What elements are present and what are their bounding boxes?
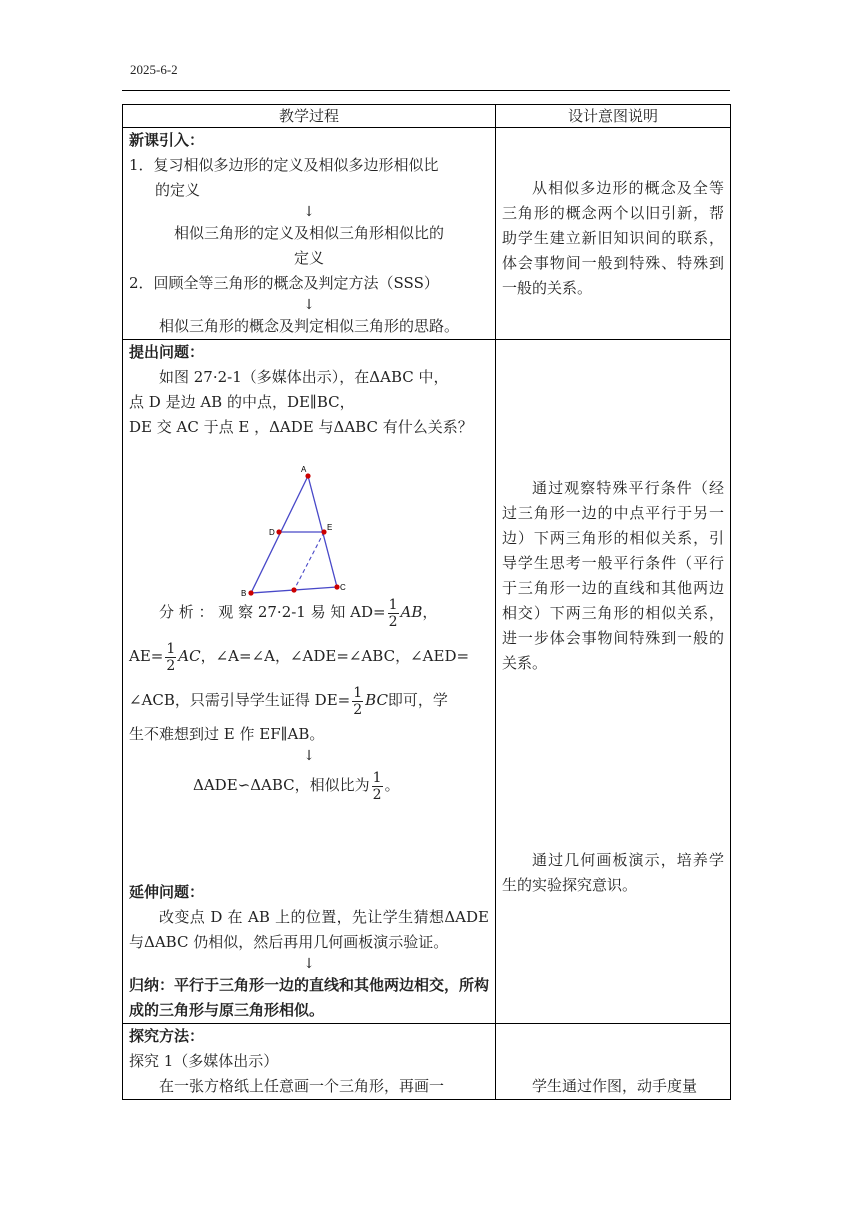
intro-line3: 相似三角形的概念及判定相似三角形的思路。	[158, 317, 459, 335]
header-rule	[122, 90, 730, 91]
segment-ef	[294, 532, 324, 590]
arrow-icon: ↓	[303, 204, 315, 220]
question-p1c: DE 交 AC 于点 E ，ΔADE 与ΔABC 有什么关系？	[129, 418, 473, 436]
analysis-d: 即可，学	[387, 691, 448, 709]
analysis-c: ∠ACB，只需引导学生证得 DE=	[129, 691, 351, 709]
ab-text: AB	[400, 603, 423, 621]
intro-heading: 新课引入：	[129, 131, 205, 149]
label-e: E	[327, 523, 333, 532]
question-p1a: 如图 27·2-1（多媒体出示），在ΔABC 中，	[159, 368, 449, 386]
point-d	[276, 529, 281, 534]
header-date: 2025-6-2	[130, 62, 178, 77]
label-c: C	[340, 583, 346, 592]
intro-line2b: 定义	[293, 249, 324, 267]
col-title-process: 教学过程	[123, 105, 496, 128]
arrow-icon: ↓	[303, 956, 315, 972]
explore-heading: 探究方法：	[129, 1027, 205, 1045]
intro-intent-cell	[496, 128, 731, 340]
ac-text: AC	[178, 647, 201, 665]
analysis-a: 分 析 ： 观 察 27·2-1 易 知 AD=	[159, 603, 386, 621]
summary-text: 归纳：平行于三角形一边的直线和其他两边相交，所构成的三角形与原三角形相似。	[129, 976, 490, 1019]
arrow-icon: ↓	[303, 748, 315, 764]
bc-text: BC	[365, 691, 388, 709]
point-b	[248, 590, 253, 595]
intro-line2a: 相似三角形的定义及相似三角形相似比的	[173, 224, 444, 242]
triangle-figure	[129, 440, 489, 598]
ae-text: AE=	[129, 647, 164, 665]
question-cell	[123, 340, 496, 1024]
fraction-half: $\frac{1}{2}$	[166, 640, 176, 674]
fraction-half: $\frac{1}{2}$	[372, 769, 382, 803]
question-p1b: 点 D 是边 AB 的中点，DE∥BC，	[129, 393, 355, 411]
intro-item1b: 的定义	[155, 181, 201, 199]
table-row-intro	[123, 128, 731, 340]
arrow-icon: ↓	[303, 297, 315, 313]
fraction-half: $\frac{1}{2}$	[353, 684, 363, 718]
analysis-b: ，∠A=∠A，∠ADE=∠ABC，∠AED=	[200, 647, 470, 665]
label-d: D	[269, 528, 275, 537]
result-line: ΔADE∽ΔABC，相似比为 $\frac{1}{2}$ 。	[193, 769, 400, 803]
question-intent-text2: 通过几何画板演示，培养学生的实验探究意识。	[502, 851, 724, 894]
analysis-block: 分 析 ： 观 察 27·2-1 易 知 AD= $\frac{1}{2}$ AB， AE= $\frac{1}{2}$ AC，∠A=∠A，∠ADE=∠ABC，∠AED= ∠ACB，只需引导学生证得 DE= $\frac{1}{2}$ BC即可，学	[129, 596, 470, 718]
analysis-e: 生不难想到过 E 作 EF∥AB。	[129, 725, 325, 743]
explore-line1: 探究 1（多媒体出示）	[129, 1052, 279, 1070]
intro-item1a: 1．复习相似多边形的定义及相似多边形相似比	[129, 156, 439, 174]
table-header-row	[123, 105, 731, 128]
lesson-table	[122, 104, 731, 1100]
point-f	[291, 587, 296, 592]
question-intent-cell	[496, 340, 731, 1024]
intro-cell	[123, 128, 496, 340]
explore-intent-text: 学生通过作图，动手度量	[532, 1077, 698, 1095]
fraction-half: $\frac{1}{2}$	[388, 596, 398, 630]
extension-text: 改变点 D 在 AB 上的位置，先让学生猜想ΔADE 与ΔABC 仍相似，然后再用几何画板演示验证。	[129, 908, 489, 951]
label-b: B	[241, 589, 247, 598]
table-row-explore	[123, 1024, 731, 1100]
label-a: A	[301, 465, 307, 474]
question-heading: 提出问题：	[129, 343, 205, 361]
intro-item2: 2．回顾全等三角形的概念及判定方法（SSS）	[129, 274, 439, 292]
intro-intent-text: 从相似多边形的概念及全等三角形的概念两个以旧引新，帮助学生建立新旧知识间的联系，体会事物间一般到特殊、特殊到一般的关系。	[502, 179, 724, 297]
explore-line2: 在一张方格纸上任意画一个三角形，再画一	[159, 1077, 445, 1095]
point-a	[305, 473, 310, 478]
col-title-intent: 设计意图说明	[496, 105, 731, 128]
explore-cell	[123, 1024, 496, 1100]
table-row-question	[123, 340, 731, 1024]
point-c	[334, 584, 339, 589]
point-e	[321, 529, 326, 534]
triangle-diagram	[239, 458, 379, 598]
question-intent-text1: 通过观察特殊平行条件（经过三角形一边的中点平行于另一边）下两三角形的相似关系，引导学生思考一般平行条件（平行于三角形一边的直线和其他两边相交）下两三角形的相似关系，进一步体会事物间特殊到一般的关系。	[502, 479, 724, 672]
explore-intent-cell	[496, 1024, 731, 1100]
extension-heading: 延伸问题：	[129, 883, 205, 901]
